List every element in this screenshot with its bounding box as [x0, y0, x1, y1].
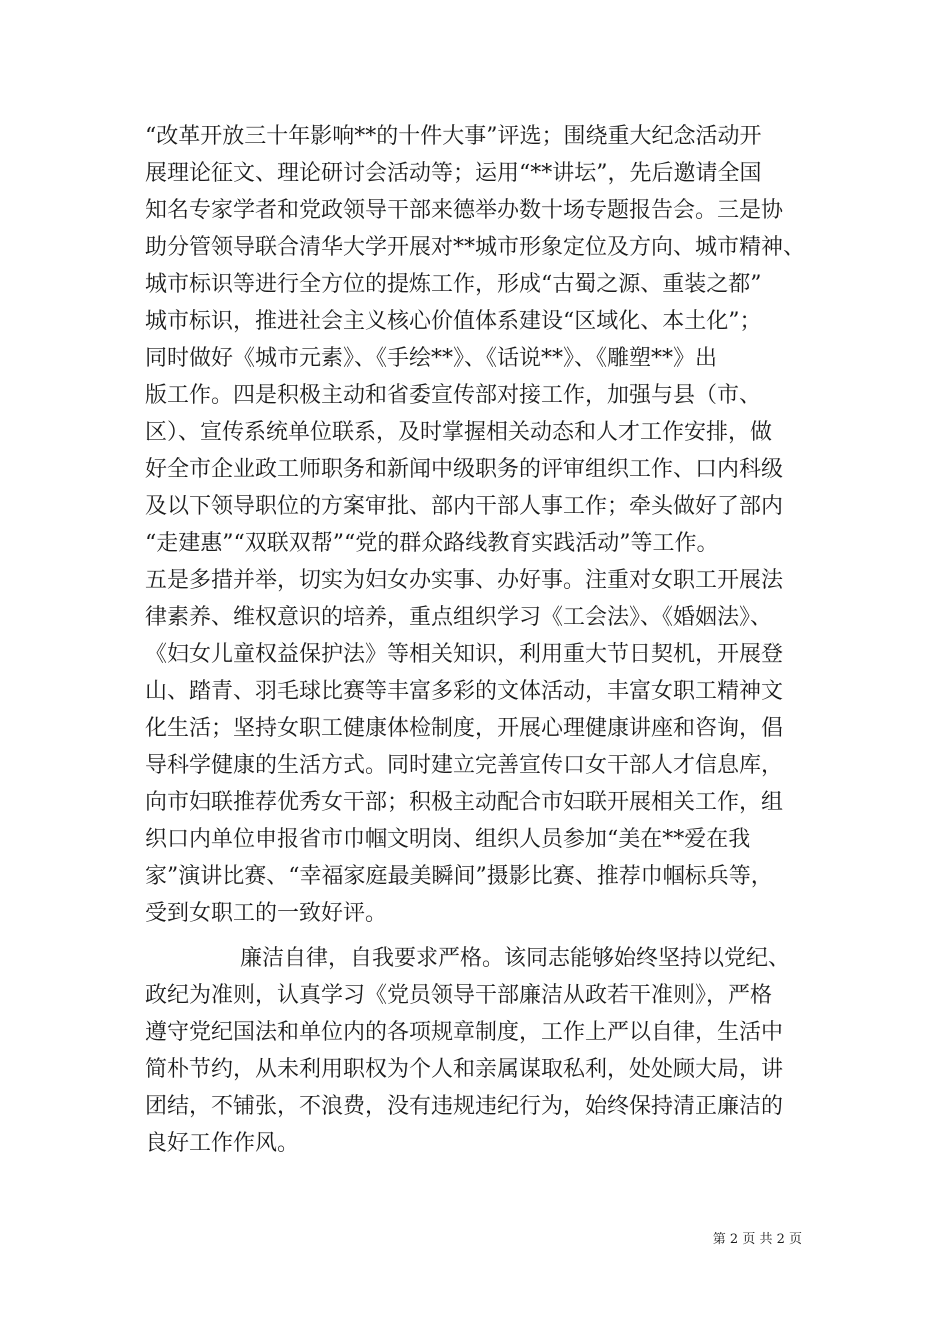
text-line: 好全市企业政工师职务和新闻中级职务的评审组织工作、口内科级 — [145, 457, 784, 482]
text-line: 化生活；坚持女职工健康体检制度，开展心理健康讲座和咨询，倡 — [145, 716, 784, 741]
text-line: 政纪为准则，认真学习《党员领导干部廉洁从政若干准则》，严格 — [145, 983, 773, 1008]
text-line: 区）、宣传系统单位联系，及时掌握相关动态和人才工作安排，做 — [145, 420, 773, 445]
text-line: 向市妇联推荐优秀女干部；积极主动配合市妇联开展相关工作，组 — [145, 790, 784, 815]
text-line: 五是多措并举，切实为妇女办实事、办好事。注重对女职工开展法 — [145, 568, 784, 593]
text-line: 家”演讲比赛、“幸福家庭最美瞬间”摄影比赛、推荐巾帼标兵等， — [145, 864, 773, 889]
paragraph-1 — [145, 118, 845, 932]
paragraph-spacer — [145, 932, 845, 940]
text-line: 城市标识，推进社会主义核心价值体系建设“区域化、本土化”； — [145, 309, 762, 334]
text-line: 良好工作作风。 — [145, 1131, 300, 1156]
text-line: 导科学健康的生活方式。同时建立完善宣传口女干部人才信息库， — [145, 753, 784, 778]
text-line: 展理论征文、理论研讨会活动等；运用“**讲坛”，先后邀请全国 — [145, 161, 762, 186]
text-line: 助分管领导联合清华大学开展对**城市形象定位及方向、城市精神、 — [145, 235, 806, 260]
document-body — [145, 118, 845, 1162]
text-line: 及以下领导职位的方案审批、部内干部人事工作；牵头做好了部内 — [145, 494, 784, 519]
paragraph-2 — [145, 940, 845, 1162]
page-number: 第 2 页 共 2 页 — [712, 1232, 802, 1247]
text-line: 山、踏青、羽毛球比赛等丰富多彩的文体活动，丰富女职工精神文 — [145, 679, 784, 704]
text-line: 遵守党纪国法和单位内的各项规章制度，工作上严以自律，生活中 — [145, 1020, 784, 1045]
text-line: “改革开放三十年影响**的十件大事”评选；围绕重大纪念活动开 — [145, 124, 762, 149]
text-line: 《妇女儿童权益保护法》等相关知识，利用重大节日契机，开展登 — [145, 642, 784, 667]
text-line: 廉洁自律，自我要求严格。该同志能够始终坚持以党纪、 — [240, 946, 791, 971]
text-line: 简朴节约，从未利用职权为个人和亲属谋取私利，处处顾大局，讲 — [145, 1057, 784, 1082]
text-line: 织口内单位申报省市巾帼文明岗、组织人员参加“美在**爱在我 — [145, 827, 751, 852]
text-line: 团结，不铺张，不浪费，没有违规违纪行为，始终保持清正廉洁的 — [145, 1094, 784, 1119]
text-line: 版工作。四是积极主动和省委宣传部对接工作，加强与县（市、 — [145, 383, 762, 408]
text-line: 同时做好《城市元素》、《手绘**》、《话说**》、《雕塑**》出 — [145, 346, 718, 371]
text-line: 知名专家学者和党政领导干部来德举办数十场专题报告会。三是协 — [145, 198, 784, 223]
text-line: 受到女职工的一致好评。 — [145, 901, 388, 926]
text-line: 律素养、维权意识的培养，重点组织学习《工会法》、《婚姻法》、 — [145, 605, 773, 630]
text-line: “走建惠”“双联双帮”“党的群众路线教育实践活动”等工作。 — [145, 531, 719, 556]
text-line: 城市标识等进行全方位的提炼工作，形成“古蜀之源、重装之都” — [145, 272, 762, 297]
